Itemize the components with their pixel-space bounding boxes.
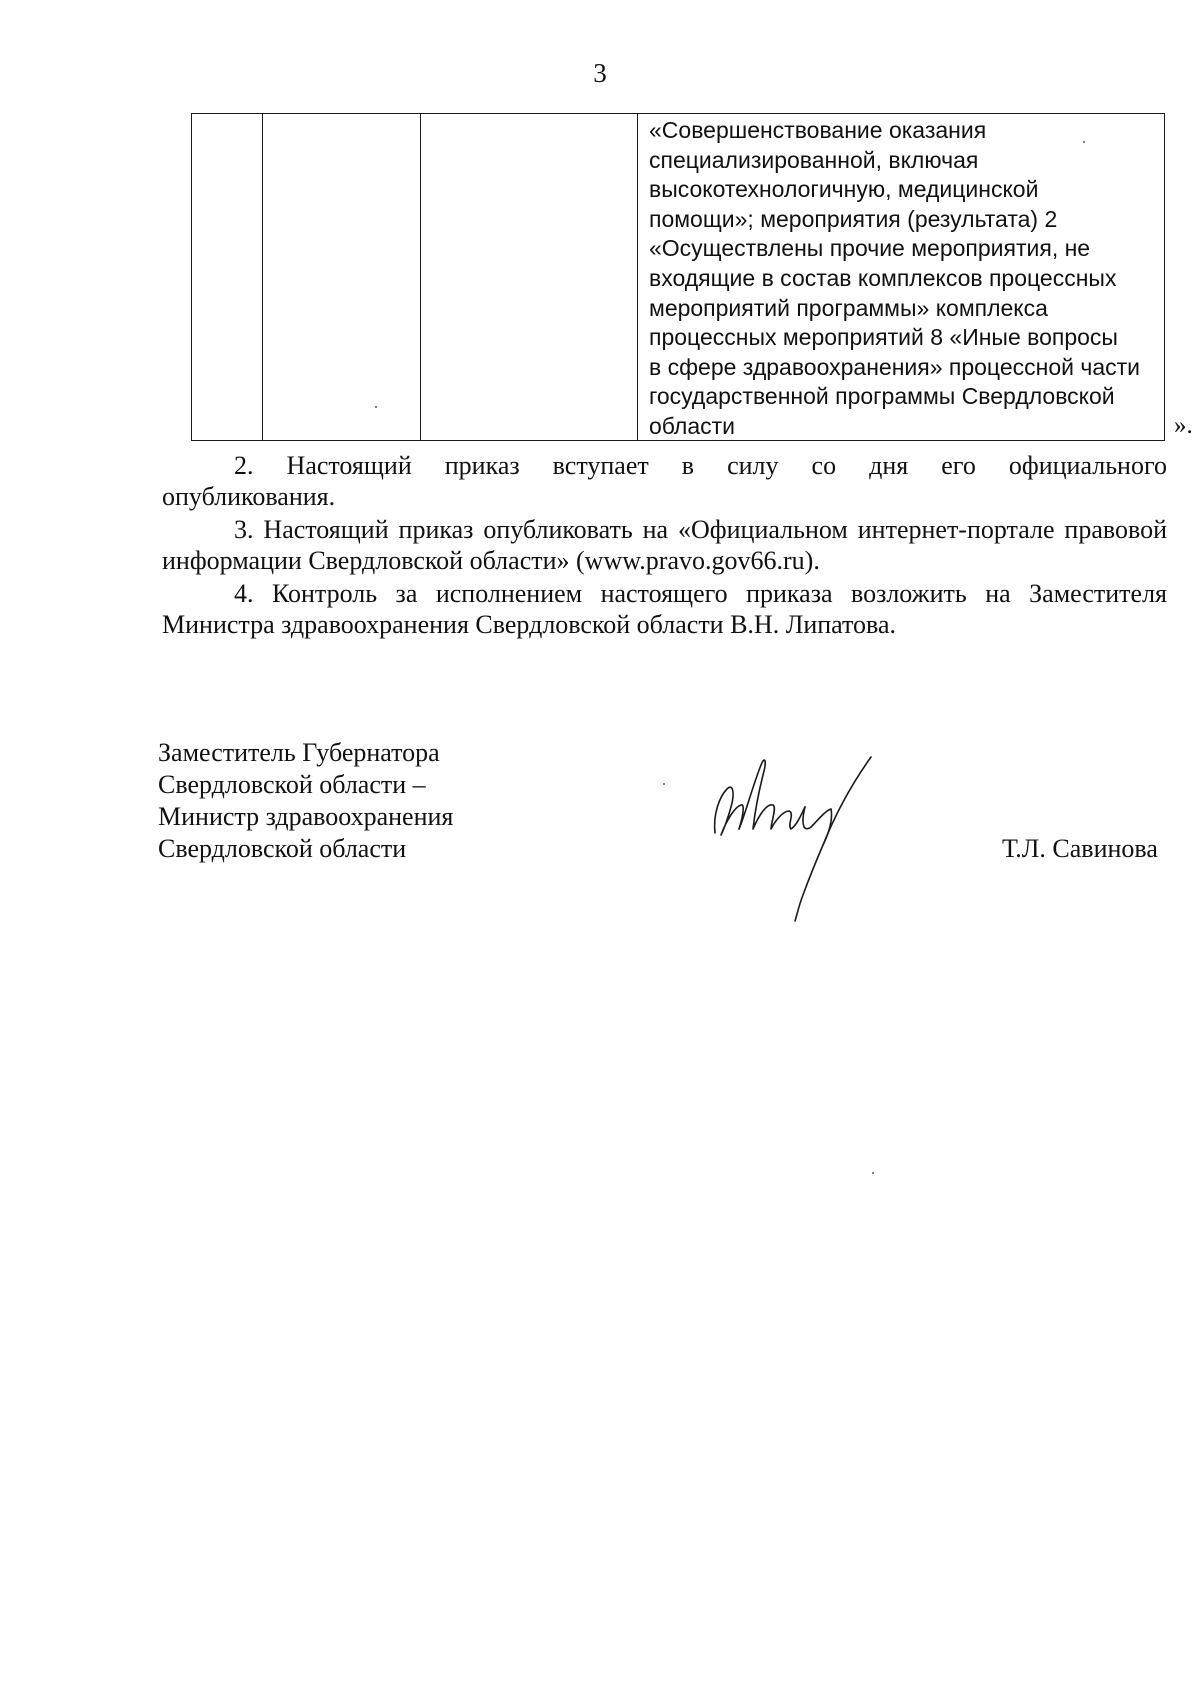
clause-2-rest: опубликования. — [162, 482, 336, 511]
clause-2-first-line: 2. Настоящий приказ вступает в силу со дня его официального — [234, 451, 1167, 480]
signatory-position — [158, 737, 453, 865]
table-row — [192, 114, 1165, 441]
table-cell-text: «Совершенствование оказания специализированной, включая высокотехнологичную, медицинской помощи»; мероприятия (результата) 2 «Осуществлены прочие мероприятия, не входящие в состав комплексов процессных мероприятий программы» комплекса процессных мероприятий 8 «Иные вопросы в сфере здравоохранения» процессной части государственной программы Свердловской области — [649, 117, 1141, 439]
scan-speck — [663, 783, 665, 785]
signatory-position-line: Свердловской области — [158, 834, 407, 863]
handwritten-signature — [705, 745, 880, 925]
signatory-position-line: Министр здравоохранения — [158, 802, 454, 831]
table-cell-description — [638, 114, 1165, 441]
table-cell-empty — [421, 114, 638, 441]
clause-4-text: 4. Контроль за исполнением настоящего приказа возложить на Заместителя Министра здравоохранения Свердловской области В.Н. Липатова. — [162, 579, 1167, 639]
scan-speck — [872, 1172, 874, 1174]
closing-quote-mark: ». — [1174, 412, 1193, 439]
clause-3-text: 3. Настоящий приказ опубликовать на «Официальном интернет-портале правовой информации Свердловской области» (www.pravo.gov66.ru). — [162, 515, 1167, 575]
scan-speck — [1083, 141, 1085, 143]
table-cell-empty — [263, 114, 421, 441]
scan-speck — [375, 406, 377, 408]
page-number: 3 — [593, 58, 607, 88]
continued-table — [191, 113, 1165, 441]
signatory-position-line: Заместитель Губернатора — [158, 738, 440, 767]
clause-4 — [162, 578, 1167, 640]
signatory-position-line: Свердловской области – — [158, 770, 426, 799]
signatory-name: Т.Л. Савинова — [1002, 834, 1158, 863]
table-cell-empty — [192, 114, 263, 441]
clause-2 — [162, 450, 1167, 512]
clause-3 — [162, 514, 1167, 576]
